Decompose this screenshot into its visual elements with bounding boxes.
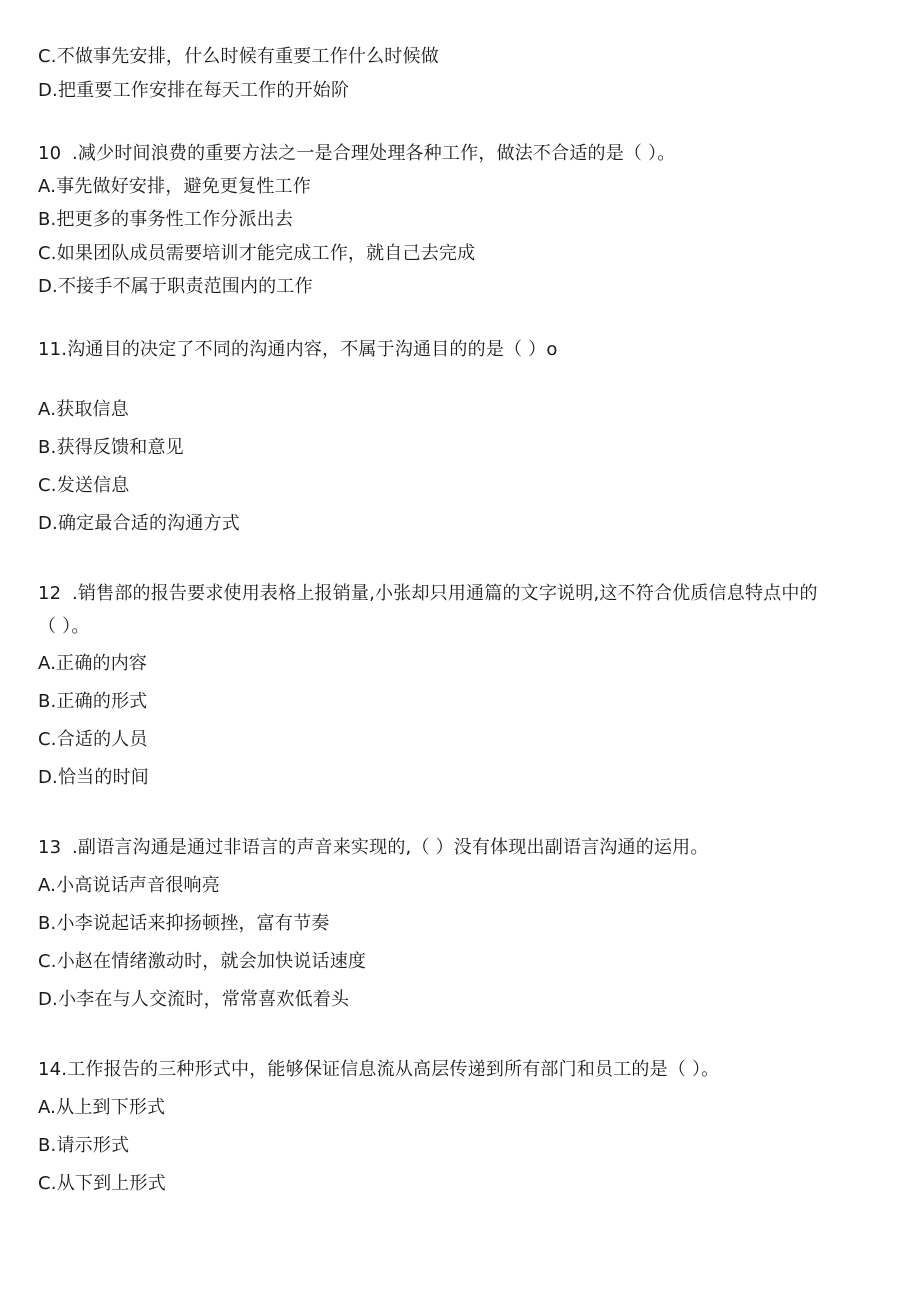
q13-option-c: C.小赵在情绪激动时，就会加快说话速度	[38, 951, 367, 972]
q12-option-d: D.恰当的时间	[38, 767, 149, 788]
q9-option-d: D.把重要工作安排在每天工作的开始阶	[38, 80, 350, 101]
q10-option-b: B.把更多的事务性工作分派出去	[38, 209, 294, 230]
q12-question	[38, 582, 818, 606]
q10-number: 10	[38, 143, 62, 164]
q14-question: 14.工作报告的三种形式中，能够保证信息流从高层传递到所有部门和员工的是（ ）。	[38, 1059, 720, 1080]
q11-option-b: B.获得反馈和意见	[38, 437, 184, 458]
q11-question: 11.沟通目的决定了不同的沟通内容，不属于沟通目的的是（ ）o	[38, 339, 558, 360]
q11-option-a: A.获取信息	[38, 399, 129, 420]
q12-question-cont: （ ）。	[38, 616, 90, 637]
q13-option-b: B.小李说起话来抑扬顿挫，富有节奏	[38, 913, 330, 934]
q11-option-d: D.确定最合适的沟通方式	[38, 513, 240, 534]
q14-option-a: A.从上到下形式	[38, 1097, 166, 1118]
q13-option-d: D.小李在与人交流时，常常喜欢低着头	[38, 989, 350, 1010]
q13-number: 13	[38, 837, 62, 858]
q10-question	[38, 142, 675, 166]
q10-option-d: D.不接手不属于职责范围内的工作	[38, 276, 313, 297]
q12-option-a: A.正确的内容	[38, 653, 148, 674]
q12-stem: .销售部的报告要求使用表格上报销量,小张却只用通篇的文字说明,这不符合优质信息特点中的	[72, 583, 818, 604]
q13-stem: .副语言沟通是通过非语言的声音来实现的,（ ）没有体现出副语言沟通的运用。	[72, 837, 709, 858]
q14-option-c: C.从下到上形式	[38, 1173, 166, 1194]
q10-option-a: A.事先做好安排，避免更复性工作	[38, 176, 311, 197]
q13-option-a: A.小高说话声音很响亮	[38, 875, 220, 896]
q12-option-c: C.合适的人员	[38, 729, 148, 750]
q12-option-b: B.正确的形式	[38, 691, 148, 712]
q10-option-c: C.如果团队成员需要培训才能完成工作，就自己去完成	[38, 243, 476, 264]
q11-option-c: C.发送信息	[38, 475, 130, 496]
q13-question	[38, 836, 709, 860]
q10-stem: .减少时间浪费的重要方法之一是合理处理各种工作，做法不合适的是（ ）。	[72, 143, 676, 164]
q9-option-c: C.不做事先安排，什么时候有重要工作什么时候做	[38, 46, 439, 67]
q14-option-b: B.请示形式	[38, 1135, 130, 1156]
q12-number: 12	[38, 583, 62, 604]
